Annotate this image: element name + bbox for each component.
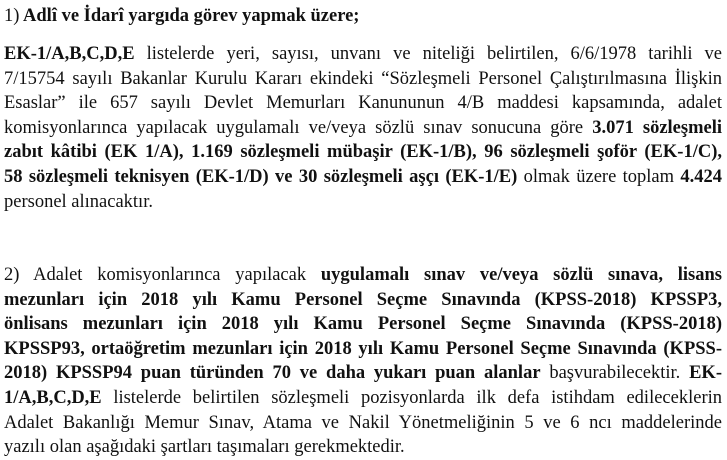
paragraph-line [4, 337, 722, 362]
paragraph-line [4, 361, 722, 386]
body-text: başvurabilecektir. [540, 363, 690, 384]
bold-text: EK-1/A,B,C,D,E [4, 44, 135, 64]
paragraph-line [4, 165, 722, 190]
bold-text: 3.071 sözleşmeli [592, 117, 722, 138]
paragraph-line [4, 411, 722, 436]
bold-text: zabıt kâtibi (EK 1/A), 1.169 sözleşmeli mübaşir (EK-1/B), 96 sözleşmeli şoför (EK-1/C), [4, 142, 722, 163]
body-text: listelerde belirtilen sözleşmeli pozisyonlarda ilk defa istihdam edileceklerin [101, 387, 722, 408]
section-title: Adlî ve İdarî yargıda görev yapmak üzere; [23, 6, 360, 26]
paragraph-line [4, 42, 722, 67]
bold-text: mezunları için 2018 yılı Kamu Personel Seçme Sınavında (KPSS-2018) KPSSP3, [4, 289, 722, 310]
bold-text: KPSSP93, ortaöğretim mezunları için 2018 yılı Kamu Personel Seçme Sınavında (KPSS- [4, 338, 722, 359]
bold-text: 2018) KPSSP94 puan türünden 70 ve daha yukarı puan alanlar [4, 363, 541, 384]
body-text: komisyonlarınca yapılacak uygulamalı ve/veya sözlü sınav sonucuna göre [4, 117, 593, 138]
paragraph-line [4, 190, 722, 215]
paragraph-line [4, 140, 722, 165]
paragraph-line [4, 67, 722, 92]
paragraph-line [4, 91, 722, 116]
paragraph-line [4, 312, 722, 337]
body-text: Esaslar” ile 657 sayılı Devlet Memurları Kanununun 4/B maddesi kapsamında, adalet [4, 93, 722, 114]
paragraph-line [4, 116, 722, 141]
bold-text: 1/A,B,C,D,E [4, 387, 102, 408]
bold-text: 58 sözleşmeli teknisyen (EK-1/D) ve 30 sözleşmeli aşçı (EK-1/E) [4, 166, 518, 187]
paragraph-line [4, 263, 722, 288]
paragraph-2 [4, 263, 722, 460]
paragraph-line [4, 288, 722, 313]
body-text: personel alınacaktır. [4, 191, 153, 212]
section-heading [4, 4, 359, 28]
body-text: yazılı olan aşağıdaki şartları taşımaları gerekmektedir. [4, 437, 405, 458]
body-text: olmak üzere toplam [517, 166, 681, 187]
body-text: listelerde yeri, sayısı, unvanı ve niteliği belirtilen, 6/6/1978 tarihli ve [134, 44, 722, 64]
paragraph-line [4, 435, 722, 460]
bold-text: 4.424 [680, 166, 722, 187]
body-text: Adalet Bakanlığı Memur Sınav, Atama ve Nakil Yönetmeliğinin 5 ve 6 ncı maddelerinde [4, 412, 722, 433]
bold-text: EK- [689, 363, 722, 384]
paragraph-1 [4, 42, 722, 214]
body-text: 2) Adalet komisyonlarınca yapılacak [4, 265, 321, 285]
paragraph-line [4, 386, 722, 411]
section-number: 1) [4, 6, 20, 26]
bold-text: önlisans mezunları için 2018 yılı Kamu Personel Seçme Sınavında (KPSS-2018) [4, 314, 722, 335]
body-text: 7/15754 sayılı Bakanlar Kurulu Kararı ekindeki “Sözleşmeli Personel Çalıştırılmasına İlişkin [4, 68, 722, 89]
bold-text: uygulamalı sınav ve/veya sözlü sınava, lisans [320, 265, 722, 285]
